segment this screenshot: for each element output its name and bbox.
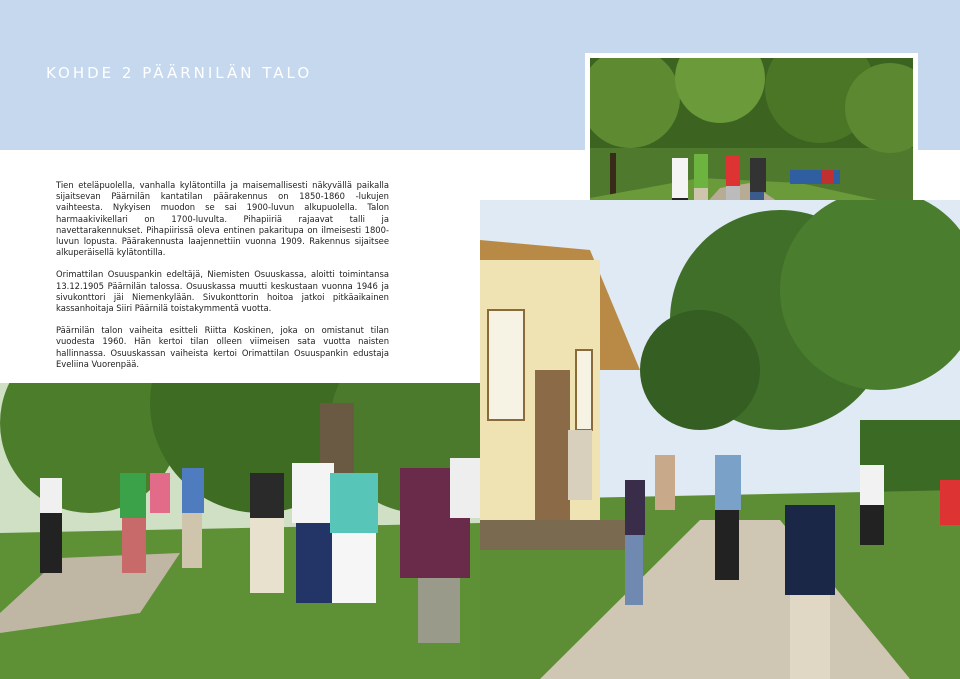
paragraph-bank: Orimattilan Osuuspankin edeltäjä, Niemisten Osuuskassa, aloitti toimintansa 13.12.1905 Päärnilän talossa. Osuuskassa muutti keskustaan vuonna 1946 ja sivukonttori jäi Niemenkylään. Sivukonttorin hoitoa jatkoi pitkäaikainen kassanhoitaja Siiri Päärnilä toistakymmentä vuotta. bbox=[56, 269, 389, 314]
photo-yellow-house bbox=[480, 200, 960, 679]
paragraph-presenters: Päärnilän talon vaiheita esitteli Riitta Koskinen, joka on omistanut tilan vuodesta 1960. Hän kertoi tilan olleen viimeisen sata vuotta naisten hallinnassa. Osuuskassan vaiheista kertoi Orimattilan Osuuspankin edustaja Eveliina Vuorenpää. bbox=[56, 325, 389, 369]
page-title: KOHDE 2 PÄÄRNILÄN TALO bbox=[46, 64, 313, 82]
paragraph-history: Tien eteläpuolella, vanhalla kylätontilla ja maisemallisesti näkyvällä paikalla sijaitsevan Päärnilän kantatilan päärakennus on 1850-1860 -lukujen vaihteesta. Nykyisen muodon se sai 1900-luvun alkupuolella. Talon harmaakivikellari on 1700-luvulta. Pihapiiriä rajaavat talli ja navettarakennukset. Pihapiirissä oleva entinen pakaritupa on ilmeisesti 1800-luvun lopusta. Päärakennusta laajennettiin vuonna 1909. Rakennus sijaitsee alkuperäisellä kylätontilla. bbox=[56, 180, 389, 258]
article-text bbox=[56, 180, 389, 381]
photo-group-under-tree bbox=[0, 383, 480, 679]
